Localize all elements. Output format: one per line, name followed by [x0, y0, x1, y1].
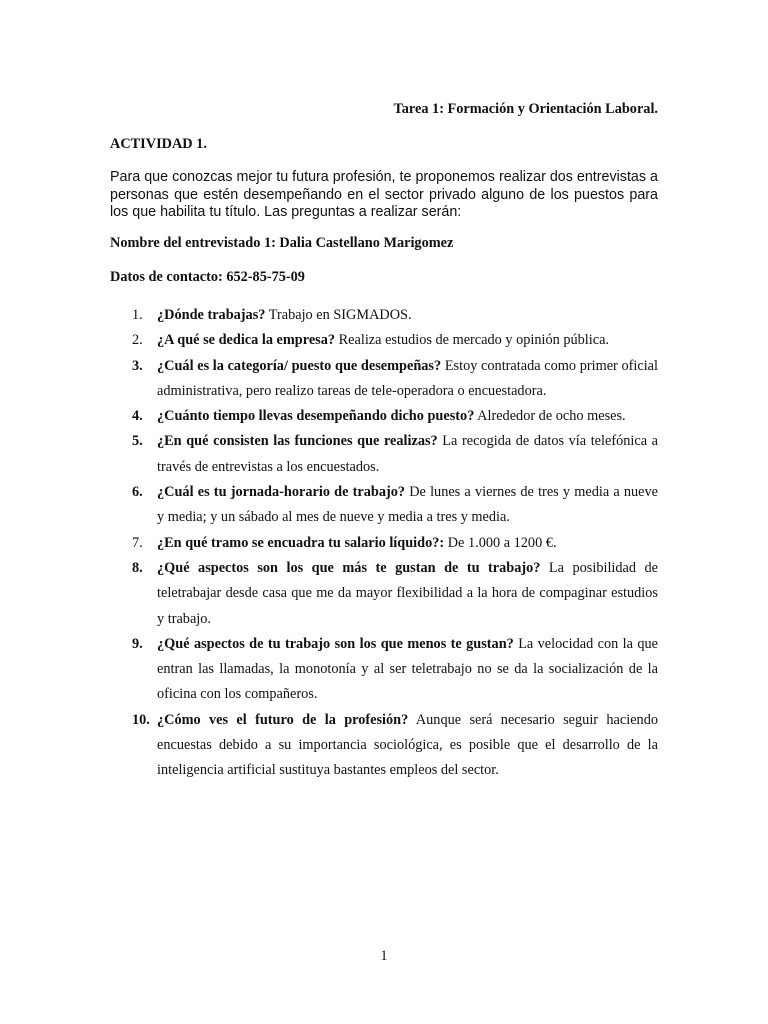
question-text: ¿Cuál es la categoría/ puesto que desempeñas?: [157, 357, 442, 374]
item-number: 3.: [132, 357, 143, 374]
answer-text: De 1.000 a 1200 €.: [444, 534, 557, 551]
question-text: ¿Dónde trabajas?: [157, 307, 266, 323]
intro-paragraph: Para que conozcas mejor tu futura profesión, te proponemos realizar dos entrevistas a personas que estén desempeñando en el sector privado alguno de los puestos para los que habilita tu título. Las preguntas a realizar serán:: [110, 169, 658, 220]
answer-text: Aunque será necesario seguir haciendo encuestas debido a su importancia sociológica, es posible que el desarrollo de la inteligencia artificial sustituya bastantes empleos del sector.: [157, 711, 659, 779]
questions-list: [110, 303, 658, 784]
interviewee-contact: Datos de contacto: 652-85-75-09: [110, 269, 305, 285]
item-number: 1.: [132, 307, 143, 323]
question-text: ¿En qué consisten las funciones que realizas?: [157, 433, 438, 450]
answer-text: Realiza estudios de mercado y opinión pública.: [335, 332, 610, 349]
list-item: [110, 429, 658, 480]
list-item: [110, 328, 658, 353]
answer-text: Trabajo en SIGMADOS.: [265, 307, 412, 323]
list-item: [110, 556, 658, 632]
document-title: Tarea 1: Formación y Orientación Laboral.: [393, 101, 658, 117]
list-item: [110, 303, 658, 328]
answer-text: La recogida de datos vía telefónica a través de entrevistas a los encuestados.: [157, 433, 658, 475]
answer-text: Estoy contratada como primer oficial administrativa, pero realizo tareas de tele-operadora o encuestadora.: [157, 357, 658, 399]
list-item: [110, 708, 658, 784]
question-text: ¿Qué aspectos son los que más te gustan de tu trabajo?: [157, 559, 541, 576]
answer-text: Alrededor de ocho meses.: [474, 408, 626, 425]
answer-text: La posibilidad de teletrabajar desde casa que me da mayor flexibilidad a la hora de compaginar estudios y trabajo.: [157, 559, 659, 627]
item-number: 8.: [132, 559, 143, 576]
item-number: 6.: [132, 484, 143, 501]
list-item: [110, 354, 658, 405]
item-number: 5.: [132, 433, 143, 450]
question-text: ¿A qué se dedica la empresa?: [157, 332, 336, 349]
list-item: [110, 404, 658, 429]
answer-text: La velocidad con la que entran las llamadas, la monotonía y al ser teletrabajo no se da la socialización de la oficina con los compañeros.: [157, 635, 658, 703]
question-text: ¿En qué tramo se encuadra tu salario líquido?:: [157, 534, 445, 551]
question-text: ¿Qué aspectos de tu trabajo son los que menos te gustan?: [157, 635, 514, 652]
answer-text: De lunes a viernes de tres y media a nueve y media; y un sábado al mes de nueve y media a tres y media.: [157, 484, 658, 526]
list-item: [110, 531, 658, 556]
list-item: [110, 480, 658, 531]
activity-heading: ACTIVIDAD 1.: [110, 136, 207, 152]
item-number: 9.: [132, 635, 143, 652]
question-text: ¿Cuál es tu jornada-horario de trabajo?: [157, 484, 406, 501]
item-number: 4.: [132, 408, 143, 425]
item-number: 7.: [132, 534, 143, 551]
interviewee-name: Nombre del entrevistado 1: Dalia Castellano Marigomez: [110, 235, 454, 251]
question-text: ¿Cuánto tiempo llevas desempeñando dicho puesto?: [157, 408, 475, 425]
page-number: 1: [380, 948, 388, 964]
item-number: 10.: [132, 711, 150, 728]
item-number: 2.: [132, 332, 143, 349]
question-text: ¿Cómo ves el futuro de la profesión?: [157, 711, 409, 728]
list-item: [110, 632, 658, 708]
